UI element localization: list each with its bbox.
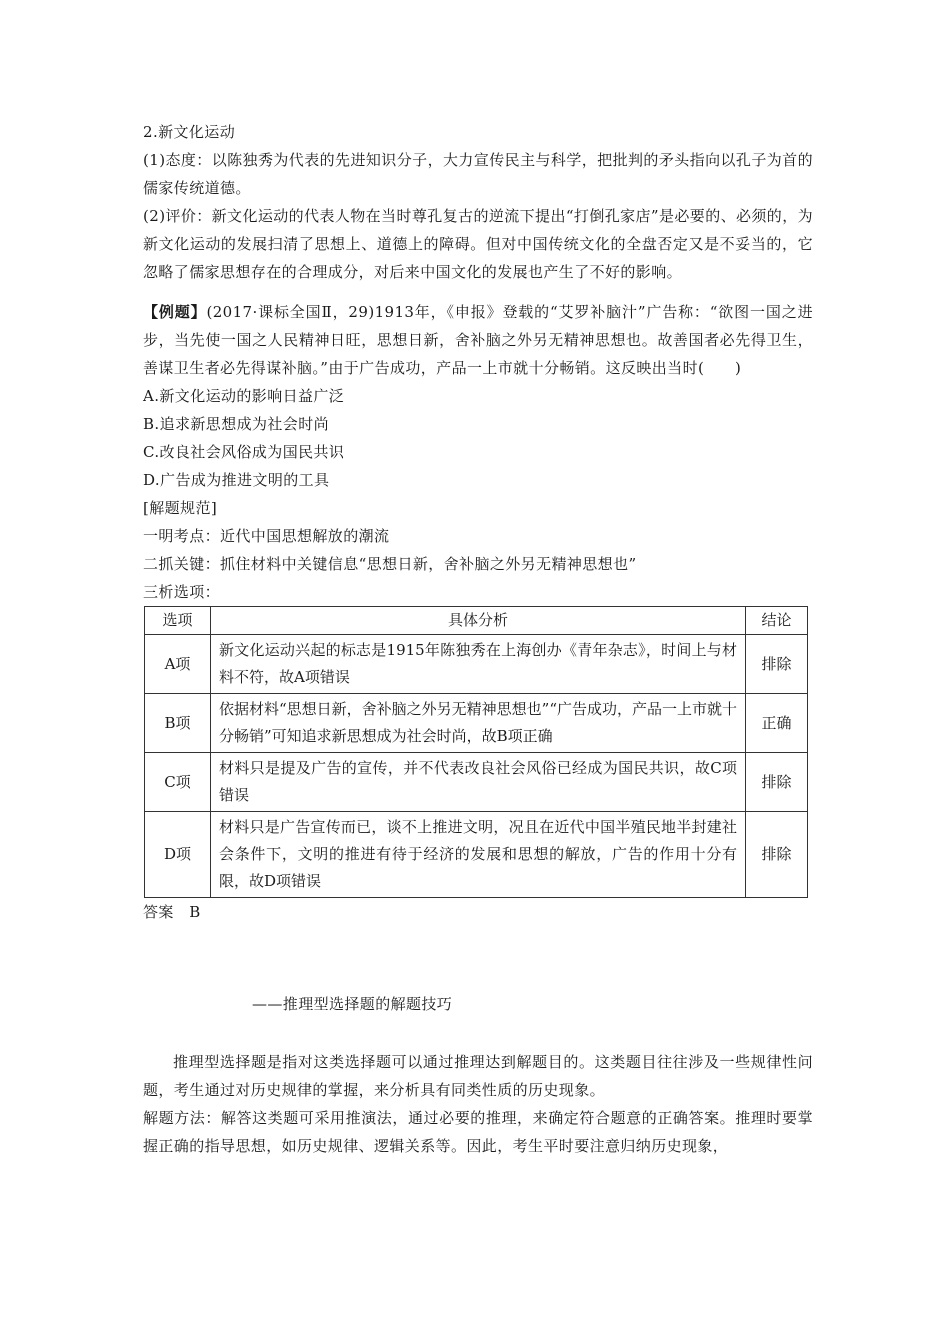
technique-method: 解题方法：解答这类题可采用推演法，通过必要的推理，来确定符合题意的正确答案。推理时要掌握正确的指导思想，如历史规律、逻辑关系等。因此，考生平时要注意归纳历史现象， xyxy=(143,1109,813,1155)
row-analysis: 材料只是广告宣传而已，谈不上推进文明，况且在近代中国半殖民地半封建社会条件下，文明的推进有待于经济的发展和思想的解放，广告的作用十分有限，故D项错误 xyxy=(210,812,745,898)
step-two: 二抓关键：抓住材料中关键信息“思想日新，舍补脑之外另无精神思想也” xyxy=(143,555,637,573)
row-analysis: 依据材料“思想日新，舍补脑之外另无精神思想也”“广告成功，产品一上市就十分畅销”可知追求新思想成为社会时尚，故B项正确 xyxy=(210,694,745,753)
header-option: 选项 xyxy=(145,607,211,635)
technique-intro: 推理型选择题是指对这类选择题可以通过推理达到解题目的。这类题目往往涉及一些规律性问题，考生通过对历史规律的掌握，来分析具有同类性质的历史现象。 xyxy=(143,1053,813,1099)
row-option: D项 xyxy=(145,812,211,898)
option-a: A.新文化运动的影响日益广泛 xyxy=(143,387,345,405)
option-d: D.广告成为推进文明的工具 xyxy=(143,471,330,489)
header-result: 结论 xyxy=(746,607,808,635)
analysis-table xyxy=(144,606,808,898)
row-result: 排除 xyxy=(746,812,808,898)
table-header-row xyxy=(145,607,808,635)
table-row xyxy=(145,812,808,898)
row-result: 排除 xyxy=(746,635,808,694)
example-tag: 【例题】 xyxy=(143,303,207,321)
spacer xyxy=(143,286,813,298)
step-one: 一明考点：近代中国思想解放的潮流 xyxy=(143,527,390,545)
header-analysis: 具体分析 xyxy=(210,607,745,635)
example-stem: (2017·课标全国Ⅱ，29)1913年，《申报》登载的“艾罗补脑汁”广告称：“欲图一国之进步，当先使一国之人民精神日旺，思想日新，舍补脑之外另无精神思想也。故善国者必先得卫生，善谋卫生者必先得谋补脑。”由于广告成功，产品一上市就十分畅销。这反映出当时( ) xyxy=(143,303,813,377)
table-row xyxy=(145,753,808,812)
section-heading: 2.新文化运动 xyxy=(143,123,236,141)
technique-title: ——推理型选择题的解题技巧 xyxy=(252,995,453,1013)
option-c: C.改良社会风俗成为国民共识 xyxy=(143,443,345,461)
attitude-paragraph: (1)态度：以陈独秀为代表的先进知识分子，大力宣传民主与科学，把批判的矛头指向以孔子为首的儒家传统道德。 xyxy=(143,151,813,197)
example-stem-paragraph xyxy=(143,298,813,382)
row-option: B项 xyxy=(145,694,211,753)
row-analysis: 新文化运动兴起的标志是1915年陈独秀在上海创办《青年杂志》，时间上与材料不符，故A项错误 xyxy=(210,635,745,694)
evaluation-paragraph: (2)评价：新文化运动的代表人物在当时尊孔复古的逆流下提出“打倒孔家店”是必要的、必须的，为新文化运动的发展扫清了思想上、道德上的障碍。但对中国传统文化的全盘否定又是不妥当的，它忽略了儒家思想存在的合理成分，对后来中国文化的发展也产生了不好的影响。 xyxy=(143,207,813,281)
table-row xyxy=(145,694,808,753)
row-result: 正确 xyxy=(746,694,808,753)
row-option: A项 xyxy=(145,635,211,694)
row-option: C项 xyxy=(145,753,211,812)
document-body xyxy=(143,118,813,1160)
step-three: 三析选项： xyxy=(143,583,221,601)
table-row xyxy=(145,635,808,694)
option-b: B.追求新思想成为社会时尚 xyxy=(143,415,329,433)
row-analysis: 材料只是提及广告的宣传，并不代表改良社会风俗已经成为国民共识，故C项错误 xyxy=(210,753,745,812)
guide-title: [解题规范] xyxy=(143,499,218,517)
answer-line: 答案 B xyxy=(143,903,201,921)
row-result: 排除 xyxy=(746,753,808,812)
